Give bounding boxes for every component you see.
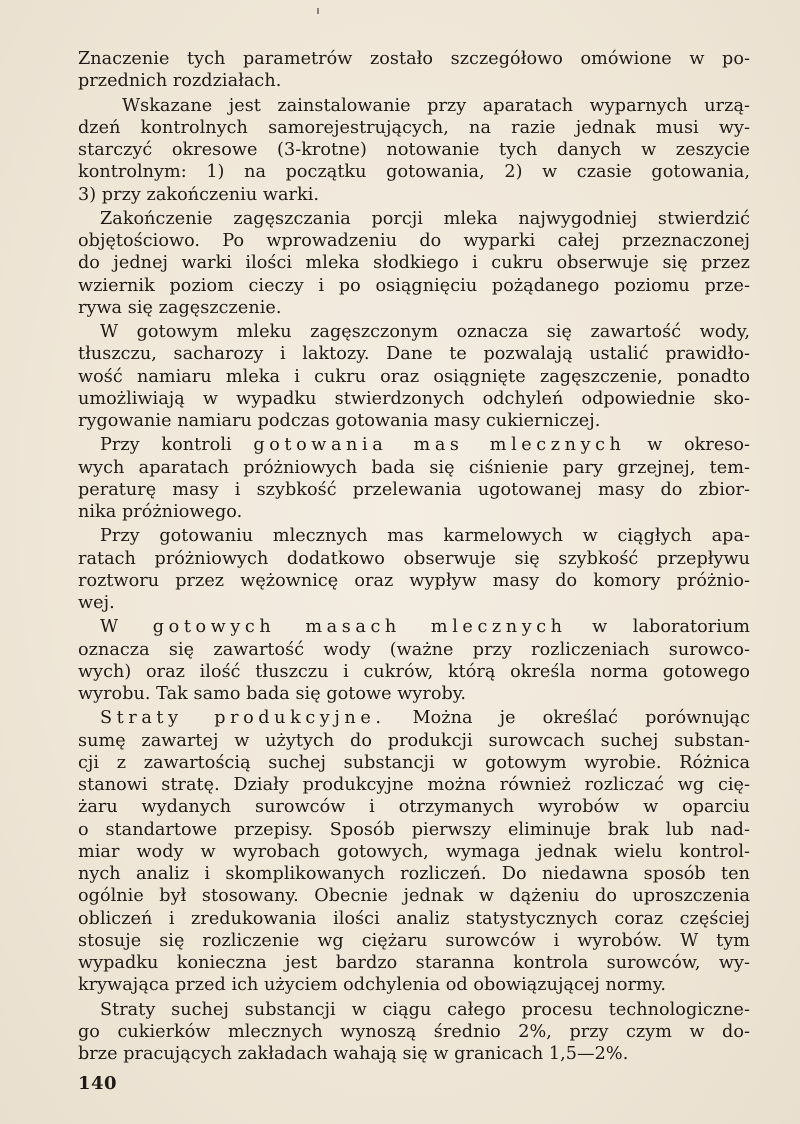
text-line: sumę zawartej w użytych do produkcji surowcach suchej substan- [78, 730, 750, 751]
paragraph-6 [78, 525, 750, 614]
lead-text: Przy kontroli [100, 435, 254, 456]
text-line: miar wody w wyrobach gotowych, wymaga jednak wielu kontrol- [78, 841, 750, 862]
text-line: wość namiaru mleka i cukru oraz osiągnięte zagęszczenie, ponadto [78, 366, 750, 387]
paragraph-9 [78, 999, 750, 1066]
text-line: kontrolnym: 1) na początku gotowania, 2) w czasie gotowania, [78, 162, 750, 183]
paragraph-1 [78, 48, 750, 93]
text-line: żaru wydanych surowców i otrzymanych wyrobów w oparciu [78, 797, 750, 818]
text-line: brze pracujących zakładach wahają się w granicach 1,5—2%. [78, 1044, 629, 1064]
text-line: umożliwiają w wypadku stwierdzonych odchyleń odpowiednie sko- [78, 388, 750, 409]
paragraph-5 [78, 434, 750, 523]
lead-continuation: Można je określać porównując [385, 708, 750, 729]
spaced-emphasis: W gotowych masach mlecznych [100, 617, 567, 638]
text-line: rygowanie namiaru podczas gotowania masy cukierniczej. [78, 411, 601, 431]
text-line: ratach próżniowych dodatkowo obserwuje się szybkość przepływu [78, 548, 750, 569]
text-line: Przy gotowaniu mlecznych mas karmelowych w ciągłych apa- [100, 526, 750, 547]
text-line: oznacza się zawartość wody (ważne przy rozliczeniach surowco- [78, 639, 750, 660]
text-line: stanowi stratę. Działy produkcyjne można również rozliczać wg cię- [78, 775, 750, 795]
paragraph-8 [78, 707, 750, 996]
text-line: o standartowe przepisy. Sposób pierwszy eliminuje brak lub nad- [78, 819, 750, 840]
text-line: przednich rozdziałach. [78, 71, 282, 92]
text-line: dzeń kontrolnych samorejestrujących, na razie jednak musi wy- [78, 117, 750, 138]
text-line: go cukierków mlecznych wynoszą średnio 2%, przy czym w do- [78, 1021, 750, 1042]
text-line: objętościowo. Po wprowadzeniu do wyparki całej przeznaczonej [78, 231, 750, 251]
text-line: nika próżniowego. [78, 502, 243, 522]
paragraph-4 [78, 321, 750, 432]
text-line: Wskazane jest zainstalowanie przy aparatach wyparnych urzą- [122, 95, 750, 116]
text-line: cji z zawartością suchej substancji w gotowym wyrobie. Różnica [78, 752, 750, 773]
text-line: do jednej warki ilości mleka słodkiego i cukru obserwuje się przez [78, 253, 750, 274]
lead-continuation: w okreso- [625, 435, 751, 456]
text-line: ogólnie był stosowany. Obecnie jednak w dążeniu do uproszczenia [78, 886, 750, 907]
text-line: wej. [78, 593, 115, 613]
text-line: wypadku konieczna jest bardzo staranna kontrola surowców, wy- [78, 953, 750, 973]
text-line: wziernik poziom cieczy i po osiągnięciu pożądanego poziomu prze- [78, 275, 750, 296]
text-line: 3) przy zakończeniu warki. [78, 184, 320, 205]
text-line: stosuje się rozliczenie wg ciężaru surowców i wyrobów. W tym [78, 930, 750, 951]
text-line: Zakończenie zagęszczania porcji mleka najwygodniej stwierdzić [100, 208, 750, 229]
page-number: 140 [78, 1073, 118, 1094]
text-line: roztworu przez wężownicę oraz wypływ masy do komory próżnio- [78, 570, 750, 591]
paragraph-7 [78, 616, 750, 705]
paragraph-3 [78, 208, 750, 319]
lead-continuation: w laboratorium [566, 617, 750, 638]
body-text [78, 48, 750, 1065]
text-line: Znaczenie tych parametrów zostało szczegółowo omówione w po- [78, 49, 750, 69]
text-line: wych) oraz ilość tłuszczu i cukrów, którą określa norma gotowego [78, 661, 750, 682]
text-line: rywa się zagęszczenie. [78, 297, 282, 318]
text-line: starczyć okresowe (3-krotne) notowanie tych danych w zeszycie [78, 140, 750, 160]
section-heading-spaced: Straty produkcyjne. [100, 708, 386, 729]
text-line: krywająca przed ich użyciem odchylenia od obowiązującej normy. [78, 975, 667, 996]
text-line: Straty suchej substancji w ciągu całego procesu technologiczne- [100, 999, 750, 1020]
text-line: W gotowym mleku zagęszczonym oznacza się zawartość wody, [100, 322, 750, 342]
paragraph-2 [78, 95, 750, 206]
text-line: tłuszczu, sacharozy i laktozy. Dane te pozwalają ustalić prawidło- [78, 344, 750, 365]
text-line: obliczeń i zredukowania ilości analiz statystycznych coraz częściej [78, 908, 750, 929]
text-line: nych analiz i skomplikowanych rozliczeń. Do niedawna sposób ten [78, 864, 750, 884]
text-line: wyrobu. Tak samo bada się gotowe wyroby. [78, 684, 467, 704]
print-speck [317, 8, 319, 14]
text-line: peraturę masy i szybkość przelewania ugotowanej masy do zbior- [78, 479, 750, 500]
text-line-with-emphasis [78, 707, 750, 729]
text-line: wych aparatach próżniowych bada się ciśnienie pary grzejnej, tem- [78, 457, 750, 478]
text-line-with-emphasis [78, 434, 750, 456]
text-line-with-emphasis [78, 616, 750, 638]
spaced-emphasis: gotowania mas mlecznych [253, 435, 626, 456]
